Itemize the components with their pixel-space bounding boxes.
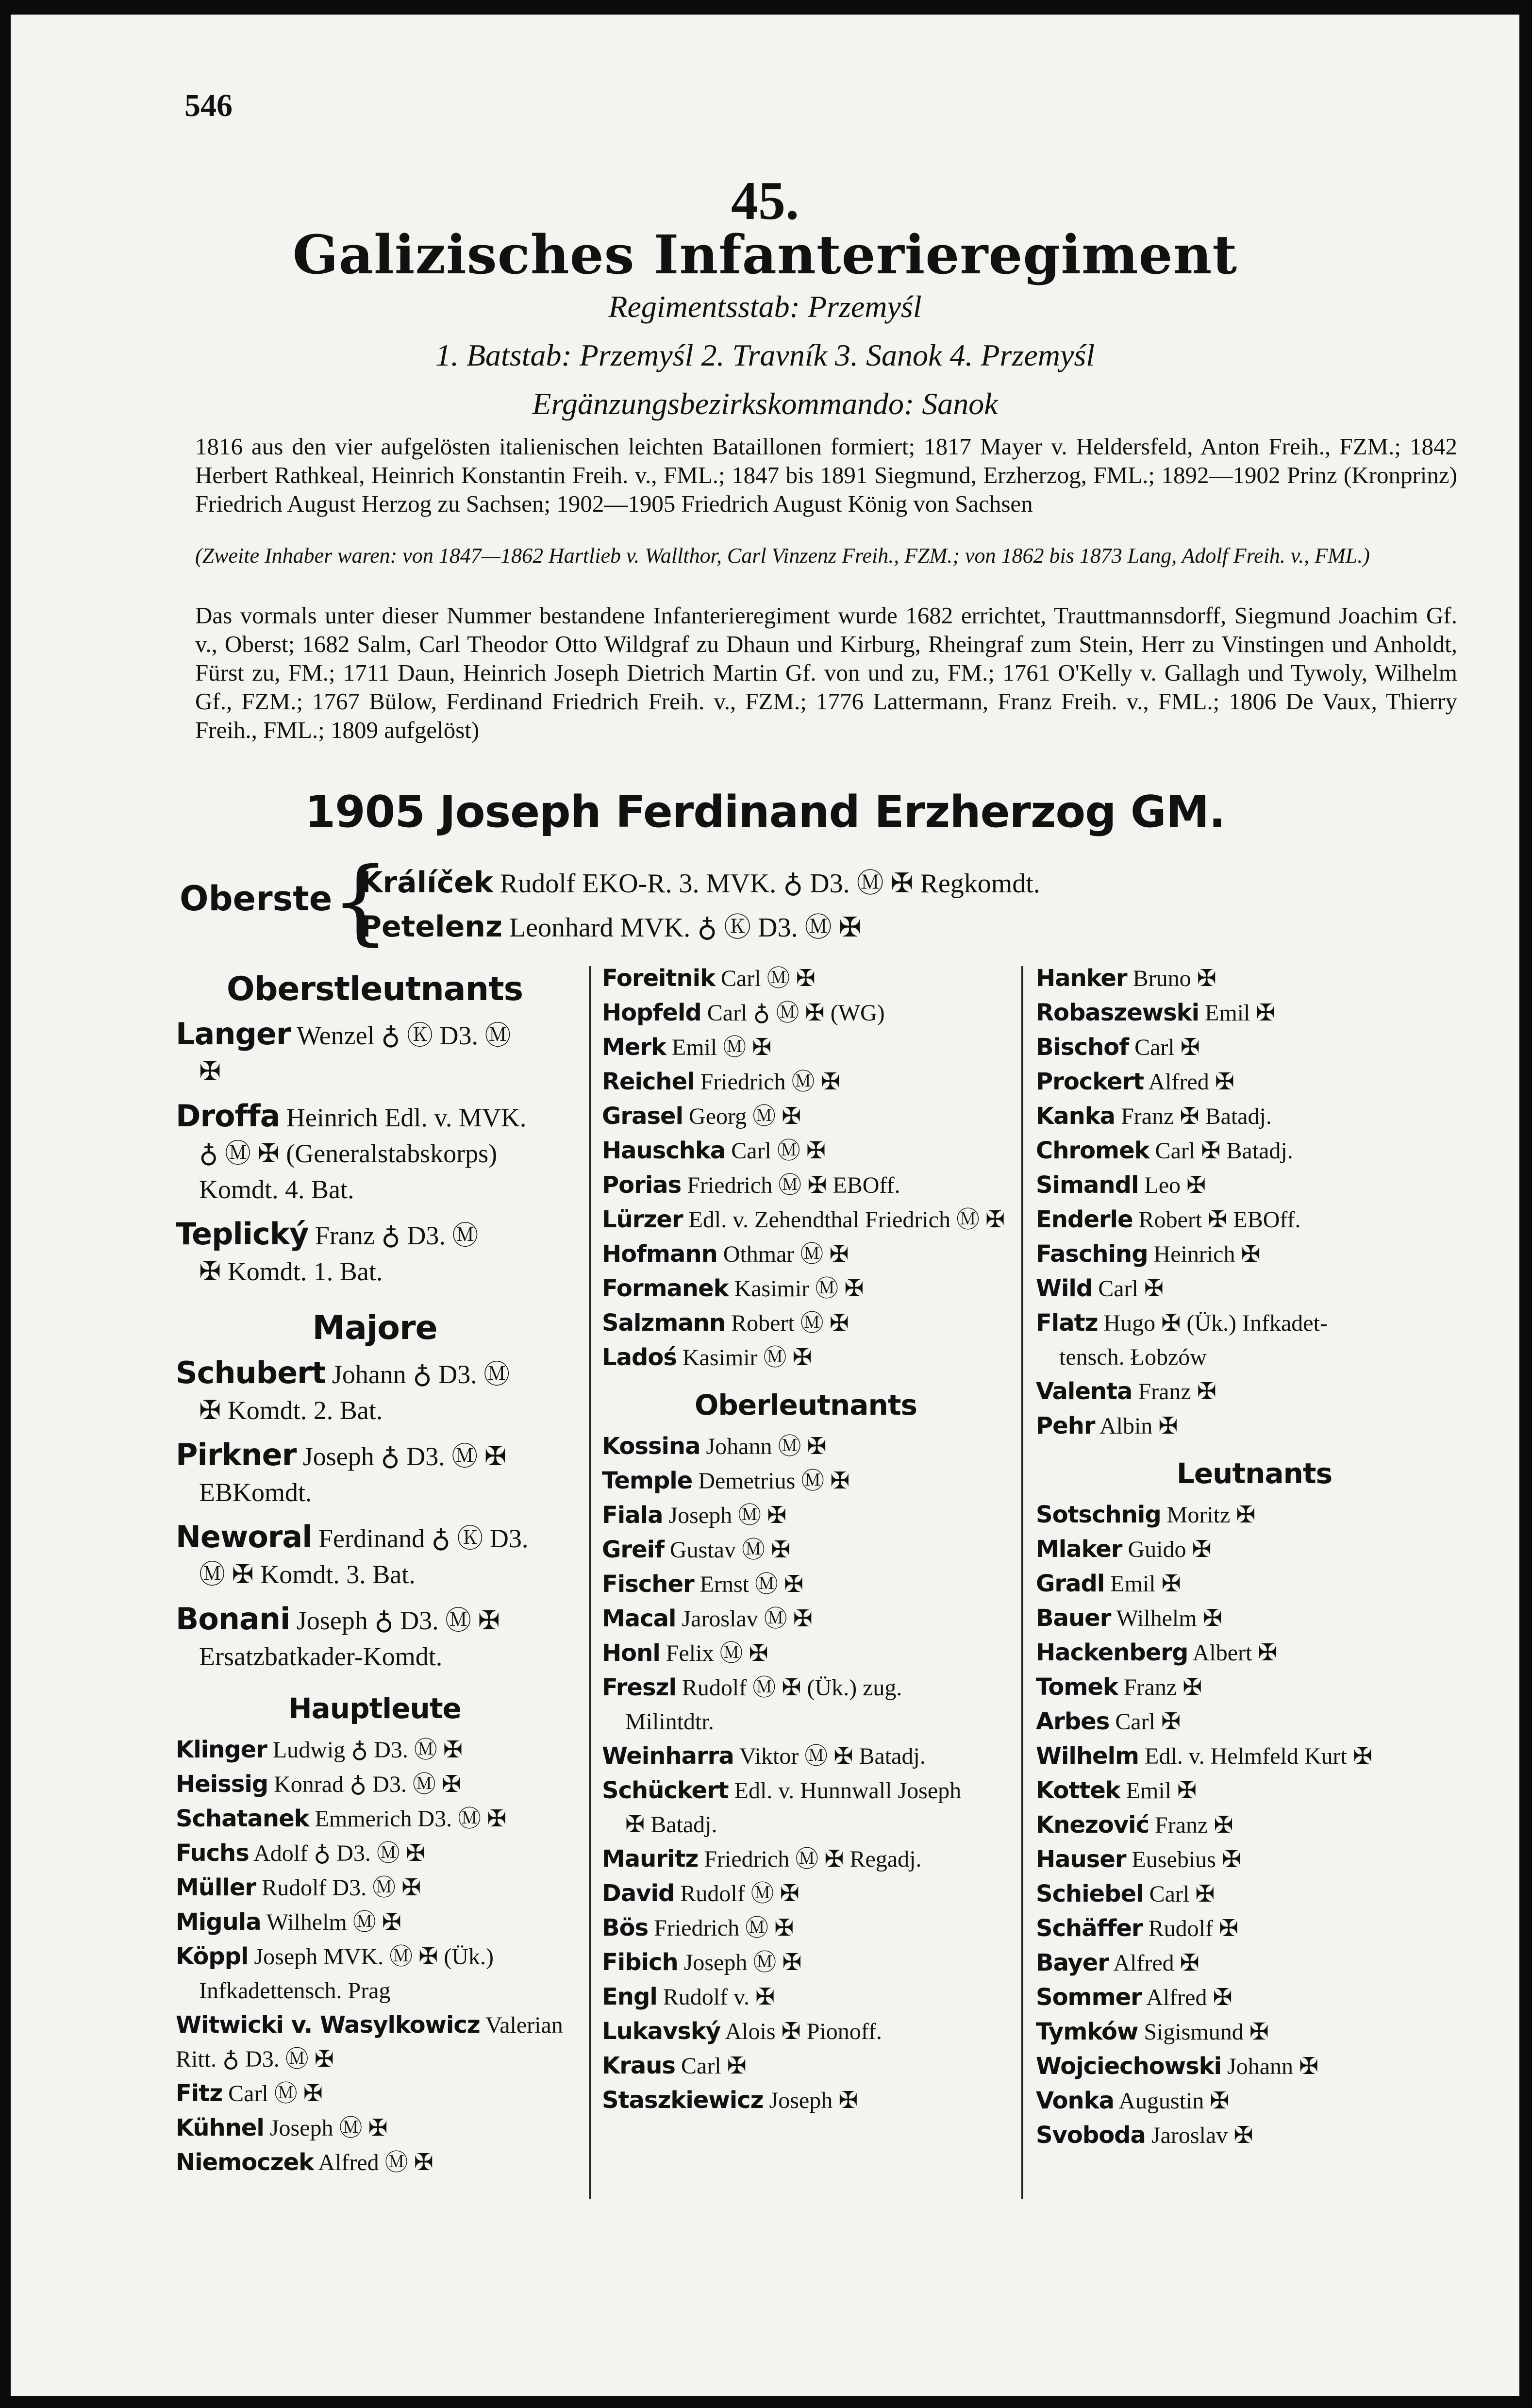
oberst-entry (360, 906, 862, 945)
officer-details: Gustav Ⓜ ✠ (669, 1537, 791, 1563)
officer-surname: Formanek (602, 1275, 729, 1302)
hauptleute-list (176, 1733, 574, 2180)
brace-icon: { (331, 848, 390, 955)
officer-details: Leo ✠ (1144, 1172, 1206, 1198)
officer-entry (1036, 1409, 1473, 1443)
officer-surname: Pirkner (176, 1437, 297, 1472)
officer-surname: Foreitnik (602, 965, 715, 992)
officer-details: Joseph Ⓜ ✠ (269, 2115, 388, 2141)
heading-leutnants: Leutnants (1176, 1457, 1332, 1490)
officer-entry (1036, 1271, 1473, 1306)
hauptleute-continued-list (602, 961, 1010, 1375)
officer-entry (176, 2145, 574, 2180)
officer-entry (176, 2111, 574, 2145)
officer-entry (1036, 1946, 1473, 1980)
officer-surname: Pehr (1036, 1412, 1095, 1439)
officer-details: Othmar Ⓜ ✠ (723, 1241, 849, 1267)
officer-surname: Klinger (176, 1736, 267, 1763)
officer-details: Robert ✠ EBOff. (1138, 1207, 1301, 1233)
officer-surname: Bauer (1036, 1605, 1111, 1632)
officer-details: Alfred ✠ (1146, 1985, 1232, 2010)
officer-surname: Bischof (1036, 1034, 1129, 1061)
history-paragraph: 1816 aus den vier aufgelösten italienischen leichten Bataillonen formiert; 1817 Mayer v. Heldersfeld, Anton Freih., FZM.; 1842 Herbert Rathkeal, Heinrich Konstantin Freih. v., FML.; 1847 bis 1891 Siegmund, Erzherzog, FML.; 1892—1902 Prinz (Kronprinz) Friedrich August Herzog zu Sachsen; 1902—1905 Friedrich August König von Sachsen (195, 433, 1457, 517)
officer-surname: Tomek (1036, 1673, 1118, 1701)
officer-details: Edl. v. Hunnwall Joseph (734, 1778, 962, 1804)
regiment-title: Galizisches Infanterieregiment (292, 223, 1238, 286)
officer-surname: Lukavský (602, 2018, 721, 2045)
officer-details: Emmerich D3. Ⓜ ✠ (315, 1806, 507, 1832)
officer-entry (602, 961, 1010, 996)
officer-entry (176, 1016, 574, 1089)
officer-details: Carl ♁ Ⓜ ✠ (WG) (707, 1000, 885, 1026)
officer-details: Johann ♁ D3. Ⓜ (332, 1360, 510, 1389)
officer-entry (1036, 1739, 1473, 1773)
officer-surname: Müller (176, 1874, 256, 1901)
officer-details: Sigismund ✠ (1144, 2019, 1269, 2045)
regiment-number: 45. (731, 171, 799, 231)
officer-surname: Kühnel (176, 2114, 264, 2141)
officer-details: Edl. v. Zehendthal Friedrich Ⓜ ✠ (688, 1207, 1005, 1233)
officer-surname: Mauritz (602, 1845, 699, 1873)
officer-surname: Honl (602, 1639, 660, 1667)
officer-entry (176, 1098, 574, 1207)
officer-details-continued: ✠ Komdt. 2. Bat. (199, 1396, 383, 1425)
officer-details: Ludwig ♁ D3. Ⓜ ✠ (272, 1737, 463, 1763)
column-1 (176, 961, 574, 2180)
document-page (11, 15, 1519, 2396)
officer-details: Jaroslav Ⓜ ✠ (682, 1606, 813, 1632)
officer-entry (1036, 1705, 1473, 1739)
officer-details: Carl ✠ (1149, 1881, 1215, 1907)
officer-entry (1036, 1842, 1473, 1877)
officer-entry (1036, 1877, 1473, 1911)
officer-surname: Teplický (176, 1216, 309, 1252)
officer-entry (602, 1498, 1010, 1533)
battalion-staffs: 1. Batstab: Przemyśl 2. Travník 3. Sanok 4. Przemyśl (435, 338, 1095, 372)
officer-details: Franz ✠ Batadj. (1121, 1104, 1272, 1129)
officer-details: Carl ✠ (1134, 1035, 1200, 1060)
former-regiment-paragraph: Das vormals unter dieser Nummer bestandene Infanterieregiment wurde 1682 errichtet, Trauttmannsdorff, Siegmund Joachim Gf. v., Oberst; 1682 Salm, Carl Theodor Otto Wildgraf zu Dhaun und Kirburg, Rheingraf zum Stein, Herr zu Vinstingen und Anholdt, Fürst zu, FM.; 1711 Daun, Heinrich Joseph Dietrich Martin Gf. von und zu, FM.; 1761 O'Kelly v. Gallagh und Tywoly, Wilhelm Gf., FZM.; 1767 Bülow, Ferdinand Friedrich Freih. v., FZM.; 1776 Lattermann, Franz Freih. v., FML.; 1806 De Vaux, Thierry Freih., FML.; 1809 aufgelöst) (195, 602, 1457, 743)
oberste-label: Oberste (180, 879, 333, 919)
officer-details: Konrad ♁ D3. Ⓜ ✠ (274, 1772, 462, 1797)
officer-details: Carl Ⓜ ✠ (731, 1138, 826, 1164)
officer-surname: Hopfeld (602, 999, 701, 1026)
officer-entry (602, 1030, 1010, 1065)
leutnants-list (1036, 1498, 1473, 2153)
officer-details: Rudolf v. ✠ (663, 1984, 775, 2010)
officer-surname: Enderle (1036, 1206, 1133, 1233)
officer-details: Joseph MVK. Ⓜ ✠ (Ük.) (254, 1944, 494, 1970)
officer-entry (1036, 996, 1473, 1030)
second-owners-paragraph: (Zweite Inhaber waren: von 1847—1862 Hartlieb v. Wallthor, Carl Vinzenz Freih., FZM.; von 1862 bis 1873 Lang, Adolf Freih. v., FML.) (195, 544, 1370, 568)
officer-entry (1036, 1203, 1473, 1237)
officer-surname: Hofmann (602, 1240, 717, 1268)
officer-surname: Gradl (1036, 1570, 1105, 1597)
officer-surname: Engl (602, 1983, 657, 2010)
officer-details: Carl ✠ (681, 2053, 747, 2079)
officer-surname: Chromek (1036, 1137, 1149, 1164)
officer-details: Kasimir Ⓜ ✠ (682, 1345, 812, 1371)
column-3 (1036, 961, 1473, 2153)
officer-entry (602, 1980, 1010, 2014)
column-2 (602, 961, 1010, 2118)
officer-surname: Temple (602, 1467, 693, 1494)
officer-details: Carl ✠ (1098, 1276, 1164, 1302)
officer-entry (602, 1567, 1010, 1602)
officer-surname: Droffa (176, 1098, 280, 1134)
officer-entry (1036, 1306, 1473, 1374)
officer-entry (602, 1945, 1010, 1980)
heading-oberstleutnants: Oberstleutnants (226, 970, 523, 1008)
officer-entry (1036, 961, 1473, 996)
officer-surname: Migula (176, 1908, 261, 1936)
officer-entry (602, 1842, 1010, 1876)
officer-surname: Langer (176, 1016, 291, 1052)
officer-surname: Merk (602, 1034, 666, 1061)
officer-details: Alfred ✠ (1113, 1950, 1199, 1976)
officer-entry (602, 1464, 1010, 1498)
officer-surname: Macal (602, 1605, 676, 1632)
officer-details: Carl Ⓜ ✠ (721, 966, 816, 991)
officer-details: Ferdinand ♁ Ⓚ D3. (318, 1524, 529, 1553)
officer-entry (602, 1134, 1010, 1168)
oberleutnants-continued-list (1036, 961, 1473, 1443)
officer-details: Valerian Ritt. ♁ D3. Ⓜ ✠ (176, 2012, 563, 2072)
officer-details: Albert ✠ (1192, 1640, 1278, 1666)
officer-surname: Schiebel (1036, 1880, 1144, 1907)
officer-surname: Kossina (602, 1433, 700, 1460)
officer-details-continued: ✠ Komdt. 1. Bat. (199, 1257, 383, 1286)
officer-surname: Fibich (602, 1949, 678, 1976)
officer-surname: Flatz (1036, 1309, 1098, 1337)
officer-surname: David (602, 1880, 675, 1907)
oberst-name: Králíček (360, 866, 493, 900)
officer-entry (602, 2049, 1010, 2083)
officer-surname: Valenta (1036, 1378, 1132, 1405)
column-divider (589, 966, 591, 2199)
officer-surname: Robaszewski (1036, 999, 1199, 1026)
officer-details-continued: ✠ Batadj. (625, 1812, 717, 1838)
oberst-name: Petelenz (360, 910, 502, 944)
officer-entry (602, 1271, 1010, 1306)
officer-details: Johann Ⓜ ✠ (706, 1434, 827, 1459)
officer-details: Carl ✠ (1115, 1709, 1181, 1735)
officer-details: Friedrich Ⓜ ✠ Regadj. (704, 1846, 922, 1872)
officer-details: Alfred ✠ (1148, 1069, 1234, 1095)
officer-entry (1036, 1567, 1473, 1601)
officer-entry (176, 1519, 574, 1592)
oberst-details: Rudolf EKO-R. 3. MVK. ♁ D3. Ⓜ ✠ Regkomdt. (500, 869, 1040, 899)
officer-details: Franz ✠ (1155, 1812, 1233, 1838)
officer-entry (176, 2076, 574, 2111)
officer-surname: Lürzer (602, 1206, 683, 1233)
officer-details: Ernst Ⓜ ✠ (699, 1572, 804, 1597)
officer-surname: Hackenberg (1036, 1639, 1188, 1666)
officer-surname: Heissig (176, 1771, 268, 1798)
officer-details: Wenzel ♁ Ⓚ D3. Ⓜ (297, 1021, 511, 1050)
officer-entry (176, 1601, 574, 1674)
oberst-details: Leonhard MVK. ♁ Ⓚ D3. Ⓜ ✠ (509, 913, 862, 943)
officer-surname: Staszkiewicz (602, 2087, 764, 2114)
officer-surname: Fiala (602, 1502, 663, 1529)
officer-surname: Svoboda (1036, 2122, 1146, 2149)
officer-surname: Hauser (1036, 1846, 1126, 1873)
officer-entry (176, 1355, 574, 1428)
officer-surname: Kottek (1036, 1777, 1120, 1804)
officer-details: Robert Ⓜ ✠ (731, 1310, 849, 1336)
officer-details-continued: EBKomdt. (199, 1478, 312, 1507)
officer-surname: Fitz (176, 2080, 223, 2107)
officer-surname: Kraus (602, 2052, 675, 2079)
officer-details: Hugo ✠ (Ük.) Infkadet- (1103, 1310, 1328, 1336)
officer-entry (176, 2008, 574, 2076)
officer-entry (602, 996, 1010, 1030)
officer-surname: Neworal (176, 1519, 312, 1555)
officer-entry (1036, 1237, 1473, 1271)
oberstleutnants-list (176, 1016, 574, 1289)
officer-entry (602, 1911, 1010, 1945)
officer-surname: Witwicki v. Wasylkowicz (176, 2011, 480, 2039)
officer-details: Johann ✠ (1227, 2054, 1319, 2079)
officer-surname: Kanka (1036, 1103, 1116, 1130)
officer-entry (1036, 1808, 1473, 1842)
officer-details: Demetrius Ⓜ ✠ (698, 1468, 850, 1494)
officer-details: Rudolf Ⓜ ✠ (Ük.) zug. (682, 1675, 902, 1701)
officer-surname: Hauschka (602, 1137, 726, 1164)
officer-details: Franz ✠ (1123, 1674, 1202, 1700)
recruitment-command: Ergänzungsbezirkskommando: Sanok (532, 386, 998, 421)
officer-surname: Weinharra (602, 1742, 734, 1770)
officer-details: Joseph ♁ D3. Ⓜ ✠ (302, 1442, 506, 1471)
officer-entry (602, 1739, 1010, 1773)
officer-entry (1036, 1532, 1473, 1567)
officer-entry (1036, 1168, 1473, 1203)
officer-surname: Hanker (1036, 965, 1127, 992)
officer-entry (602, 1533, 1010, 1567)
officer-entry (602, 1636, 1010, 1671)
officer-details: Friedrich Ⓜ ✠ (700, 1069, 840, 1095)
officer-details-continued: tensch. Łobzów (1059, 1344, 1207, 1370)
officer-surname: Schubert (176, 1355, 326, 1390)
officer-entry (176, 1940, 574, 2008)
officer-surname: Simandl (1036, 1171, 1139, 1199)
officer-entry (1036, 2084, 1473, 2118)
officer-entry (602, 1306, 1010, 1340)
officer-entry (1036, 1773, 1473, 1808)
officer-details: Carl ✠ Batadj. (1155, 1138, 1293, 1164)
officer-surname: Wild (1036, 1275, 1093, 1302)
officer-details: Adolf ♁ D3. Ⓜ ✠ (253, 1840, 426, 1866)
officer-details-continued: Ⓜ ✠ Komdt. 3. Bat. (199, 1560, 416, 1589)
officer-details-continued: Ersatzbatkader-Komdt. (199, 1642, 443, 1671)
officer-surname: Bös (602, 1914, 649, 1941)
officer-details: Rudolf ✠ (1148, 1916, 1239, 1941)
officer-entry (176, 1437, 574, 1510)
officer-details: Emil ✠ (1110, 1571, 1181, 1597)
officer-entry (1036, 1636, 1473, 1670)
officer-details: Franz ♁ D3. Ⓜ (315, 1221, 479, 1250)
officer-details: Rudolf D3. Ⓜ ✠ (262, 1875, 421, 1901)
officer-entry (602, 1099, 1010, 1134)
officer-details: Rudolf Ⓜ ✠ (680, 1881, 799, 1906)
officer-details: Friedrich Ⓜ ✠ EBOff. (687, 1172, 900, 1198)
officer-entry (602, 1773, 1010, 1842)
officer-entry (1036, 1911, 1473, 1946)
officer-surname: Tymków (1036, 2018, 1138, 2045)
officer-details: Emil Ⓜ ✠ (671, 1035, 772, 1060)
officer-details-continued: Milintdtr. (625, 1709, 714, 1735)
officer-surname: Mlaker (1036, 1536, 1122, 1563)
officer-details: Edl. v. Helmfeld Kurt ✠ (1145, 1743, 1373, 1769)
officer-entry (1036, 1030, 1473, 1065)
officer-details: Franz ✠ (1138, 1379, 1216, 1405)
oberst-entry (360, 862, 1040, 901)
officer-entry (1036, 1099, 1473, 1134)
officer-details: Kasimir Ⓜ ✠ (734, 1276, 864, 1302)
officer-entry (1036, 2118, 1473, 2153)
officer-details-continued: ♁ Ⓜ ✠ (Generalstabskorps) Komdt. 4. Bat. (199, 1139, 498, 1204)
officer-surname: Ladoś (602, 1344, 677, 1371)
officer-surname: Schäffer (1036, 1915, 1143, 1942)
officer-surname: Prockert (1036, 1068, 1144, 1095)
officer-surname: Wilhelm (1036, 1742, 1139, 1770)
officer-entry (602, 1602, 1010, 1636)
officer-entry (1036, 1498, 1473, 1532)
officer-details: Georg Ⓜ ✠ (689, 1104, 801, 1129)
officer-entry (1036, 1601, 1473, 1636)
officer-entry (602, 1065, 1010, 1099)
officer-entry (1036, 1065, 1473, 1099)
officer-details: Albin ✠ (1099, 1413, 1178, 1439)
officer-surname: Niemoczek (176, 2149, 314, 2176)
officer-details: Emil ✠ (1205, 1000, 1276, 1026)
officer-entry (602, 2014, 1010, 2049)
officer-details: Jaroslav ✠ (1151, 2123, 1253, 2148)
officer-entry (1036, 1980, 1473, 2015)
oberleutnants-list (602, 1429, 1010, 2118)
officer-surname: Arbes (1036, 1708, 1110, 1735)
officer-surname: Schatanek (176, 1805, 309, 1832)
officer-entry (602, 1203, 1010, 1237)
page-number: 546 (184, 88, 233, 123)
regiment-staff: Regimentsstab: Przemyśl (608, 289, 922, 324)
regiment-owner: 1905 Joseph Ferdinand Erzherzog GM. (305, 786, 1225, 837)
officer-details: Heinrich ✠ (1153, 1241, 1261, 1267)
officer-surname: Sommer (1036, 1984, 1142, 2011)
officer-surname: Knezović (1036, 1811, 1149, 1839)
officer-entry (602, 1168, 1010, 1203)
officer-entry (602, 1340, 1010, 1375)
officer-details: Bruno ✠ (1132, 966, 1216, 991)
officer-surname: Salzmann (602, 1309, 726, 1337)
officer-details-continued: Infkadettensch. Prag (199, 1978, 391, 2004)
officer-entry (176, 1802, 574, 1836)
officer-details: Alfred Ⓜ ✠ (318, 2150, 433, 2175)
officer-entry (176, 1871, 574, 1905)
officer-entry (176, 1767, 574, 1802)
officer-entry (176, 1905, 574, 1940)
officer-surname: Greif (602, 1536, 664, 1563)
officer-entry (602, 2083, 1010, 2118)
officer-surname: Vonka (1036, 2087, 1114, 2114)
officer-entry (602, 1429, 1010, 1464)
officer-surname: Bayer (1036, 1949, 1109, 1976)
officer-entry (1036, 2015, 1473, 2049)
officer-details: Felix Ⓜ ✠ (666, 1640, 768, 1666)
officer-surname: Wojciechowski (1036, 2053, 1222, 2080)
officer-details: Moritz ✠ (1166, 1502, 1256, 1528)
officer-surname: Sotschnig (1036, 1501, 1161, 1528)
officer-surname: Grasel (602, 1103, 683, 1130)
officer-details: Emil ✠ (1126, 1778, 1197, 1804)
officer-details: Joseph ✠ (769, 2088, 858, 2113)
officer-surname: Köppl (176, 1943, 249, 1970)
officer-entry (602, 1671, 1010, 1739)
officer-entry (1036, 2049, 1473, 2084)
officer-details: Wilhelm Ⓜ ✠ (266, 1909, 401, 1935)
heading-hauptleute: Hauptleute (288, 1692, 461, 1725)
officer-entry (176, 1836, 574, 1871)
officer-details: Eusebius ✠ (1132, 1847, 1242, 1873)
officer-details: Friedrich Ⓜ ✠ (654, 1915, 794, 1941)
officer-details: Wilhelm ✠ (1116, 1605, 1222, 1631)
officer-surname: Bonani (176, 1601, 290, 1637)
officer-details: Guido ✠ (1128, 1537, 1212, 1562)
majore-list (176, 1355, 574, 1674)
officer-surname: Reichel (602, 1068, 695, 1095)
officer-surname: Fuchs (176, 1839, 249, 1867)
officer-details: Augustin ✠ (1118, 2088, 1230, 2114)
officer-details: Joseph Ⓜ ✠ (683, 1950, 802, 1975)
heading-majore: Majore (312, 1309, 437, 1347)
officer-surname: Freszl (602, 1674, 676, 1701)
officer-entry (1036, 1670, 1473, 1705)
officer-details: Carl Ⓜ ✠ (228, 2081, 323, 2107)
officer-entry (1036, 1374, 1473, 1409)
officer-details-continued: ✠ (199, 1057, 221, 1086)
officer-details: Heinrich Edl. v. MVK. (286, 1103, 527, 1132)
officer-entry (176, 1733, 574, 1767)
officer-details: Alois ✠ Pionoff. (725, 2019, 882, 2044)
officer-details: Viktor Ⓜ ✠ Batadj. (739, 1743, 926, 1769)
officer-surname: Porias (602, 1171, 682, 1199)
officer-surname: Schückert (602, 1777, 729, 1804)
officer-entry (1036, 1134, 1473, 1168)
officer-details: Joseph ♁ D3. Ⓜ ✠ (296, 1606, 500, 1635)
heading-oberleutnants: Oberleutnants (695, 1388, 917, 1421)
officer-entry (176, 1216, 574, 1289)
officer-surname: Fischer (602, 1571, 694, 1598)
officer-entry (602, 1876, 1010, 1911)
officer-details: Joseph Ⓜ ✠ (668, 1503, 787, 1528)
officer-surname: Fasching (1036, 1240, 1148, 1268)
column-divider (1021, 966, 1023, 2199)
officer-entry (602, 1237, 1010, 1271)
